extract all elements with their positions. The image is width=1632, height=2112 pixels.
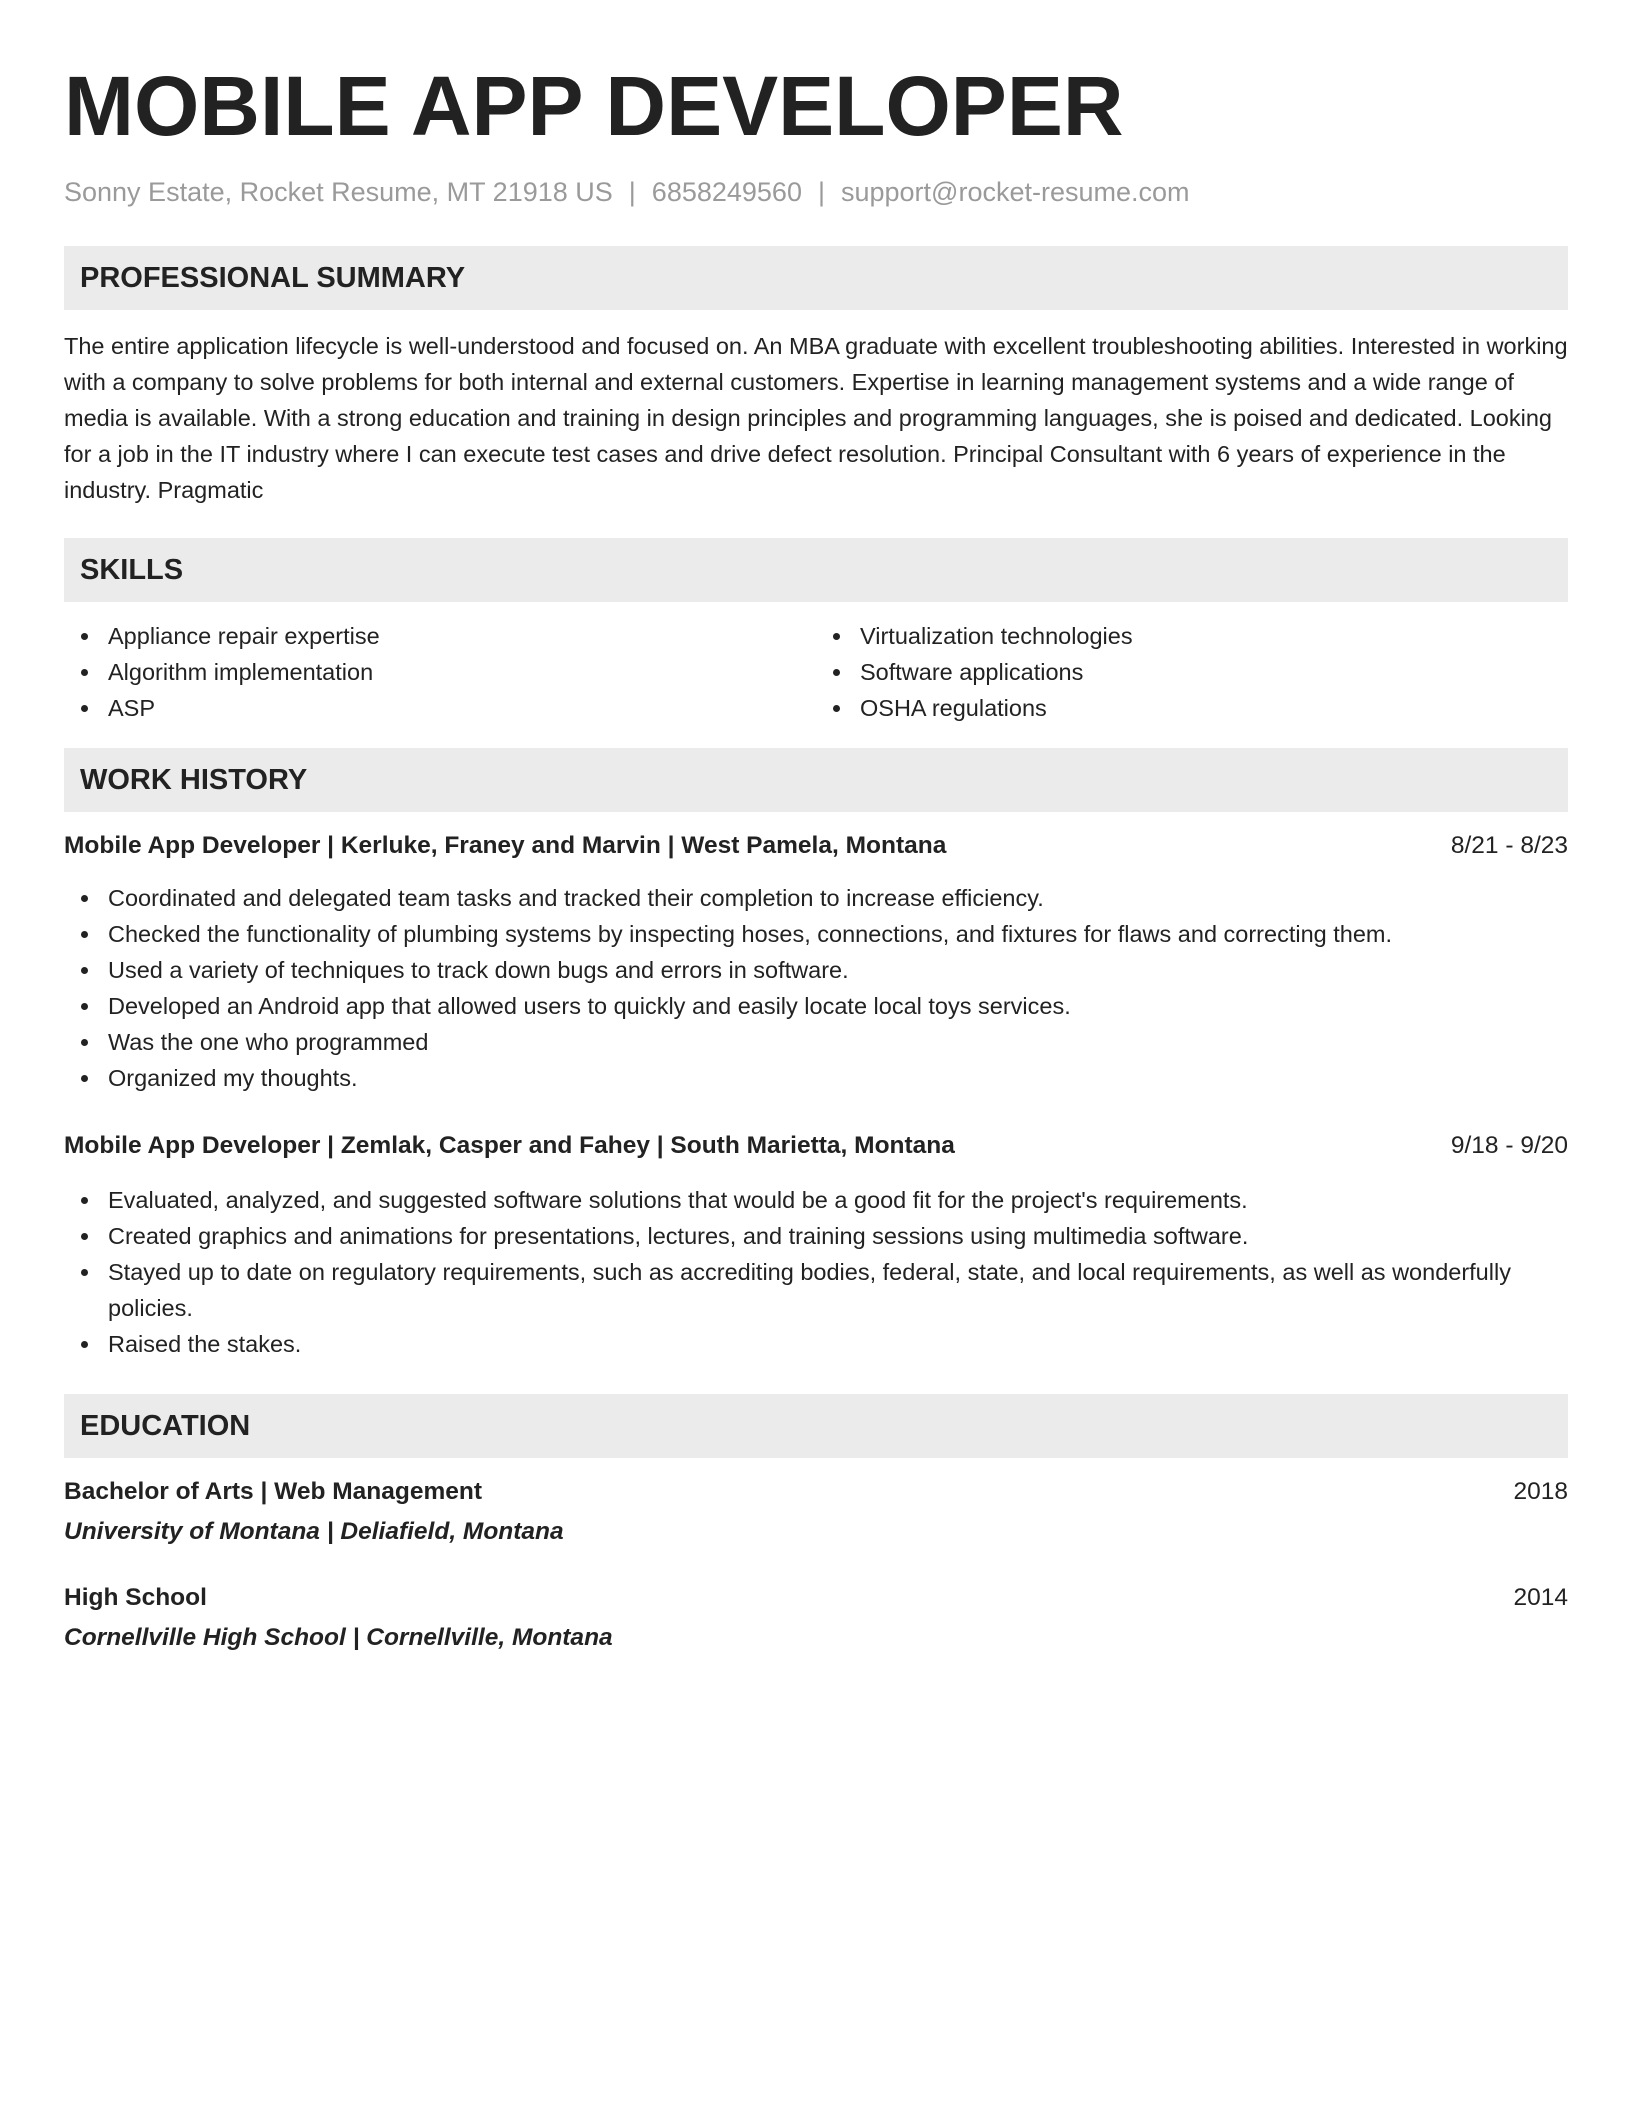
- skill-item: Virtualization technologies: [816, 618, 1568, 654]
- education-school: Cornellville High School | Cornellville, Montana: [64, 1624, 613, 1651]
- job-dates: 8/21 - 8/23: [1450, 832, 1568, 859]
- skills-column-right: [816, 618, 1568, 726]
- resume-title: MOBILE APP DEVELOPER: [64, 59, 1124, 153]
- education-entry: [64, 1474, 1568, 1550]
- job-bullet: Used a variety of techniques to track down bugs and errors in software.: [64, 952, 1568, 988]
- job-bullet: Developed an Android app that allowed users to quickly and easily locate local toys services.: [64, 988, 1568, 1024]
- job-dates: 9/18 - 9/20: [1450, 1132, 1568, 1159]
- work-heading: WORK HISTORY: [64, 748, 1568, 812]
- education-school: University of Montana | Deliafield, Montana: [64, 1518, 564, 1545]
- skills-section: [64, 538, 1568, 726]
- skill-item: ASP: [64, 690, 816, 726]
- education-header: [64, 1580, 1568, 1616]
- job-bullet: Organized my thoughts.: [64, 1060, 1568, 1096]
- contact-separator: |: [817, 177, 825, 207]
- job-bullet: Created graphics and animations for presentations, lectures, and training sessions using multimedia software.: [64, 1218, 1568, 1254]
- job-bullet: Was the one who programmed: [64, 1024, 1568, 1060]
- job-entry: [64, 1128, 1568, 1362]
- skills-grid: [64, 618, 1568, 726]
- skill-item: Algorithm implementation: [64, 654, 816, 690]
- job-bullet: Checked the functionality of plumbing systems by inspecting hoses, connections, and fixtures for flaws and correcting them.: [64, 916, 1568, 952]
- job-title: Mobile App Developer | Kerluke, Franey and Marvin | West Pamela, Montana: [64, 832, 947, 859]
- summary-text: The entire application lifecycle is well-understood and focused on. An MBA graduate with excellent troubleshooting abilities. Interested in working with a company to solve problems for both internal and external customers. Expertise in learning management systems and a wide range of media is available. With a strong education and training in design principles and programming languages, she is poised and dedicated. Looking for a job in the IT industry where I can execute test cases and drive defect resolution. Principal Consultant with 6 years of experience in the industry. Pragmatic: [64, 333, 1568, 503]
- contact-address: Sonny Estate, Rocket Resume, MT 21918 US: [64, 177, 613, 207]
- job-bullet: Raised the stakes.: [64, 1326, 1568, 1362]
- job-title: Mobile App Developer | Zemlak, Casper and Fahey | South Marietta, Montana: [64, 1132, 955, 1159]
- skills-column-left: [64, 618, 816, 726]
- education-section: [64, 1394, 1568, 1656]
- education-header: [64, 1474, 1568, 1510]
- education-degree: Bachelor of Arts | Web Management: [64, 1478, 482, 1505]
- job-header: [64, 1128, 1568, 1164]
- job-bullets: [64, 880, 1568, 1096]
- summary-heading: PROFESSIONAL SUMMARY: [64, 246, 1568, 310]
- education-year: 2018: [1513, 1478, 1568, 1505]
- work-section: [64, 748, 1568, 1362]
- education-heading: EDUCATION: [64, 1394, 1568, 1458]
- contact-email: support@rocket-resume.com: [840, 177, 1190, 207]
- job-bullet: Coordinated and delegated team tasks and tracked their completion to increase efficiency.: [64, 880, 1568, 916]
- skill-item: Software applications: [816, 654, 1568, 690]
- skills-heading: SKILLS: [64, 538, 1568, 602]
- contact-phone: 6858249560: [651, 177, 802, 207]
- job-bullet: Stayed up to date on regulatory requirements, such as accrediting bodies, federal, state, and local requirements, as well as wonderfully policies.: [64, 1254, 1568, 1326]
- job-entry: [64, 828, 1568, 1096]
- skill-item: Appliance repair expertise: [64, 618, 816, 654]
- education-entry: [64, 1580, 1568, 1656]
- job-bullet: Evaluated, analyzed, and suggested software solutions that would be a good fit for the project's requirements.: [64, 1182, 1568, 1218]
- education-degree: High School: [64, 1584, 207, 1611]
- skill-item: OSHA regulations: [816, 690, 1568, 726]
- job-bullets: [64, 1182, 1568, 1362]
- summary-section: [64, 246, 1568, 508]
- contact-line: [64, 174, 1568, 210]
- contact-separator: |: [628, 177, 636, 207]
- job-header: [64, 828, 1568, 864]
- education-year: 2014: [1513, 1584, 1568, 1611]
